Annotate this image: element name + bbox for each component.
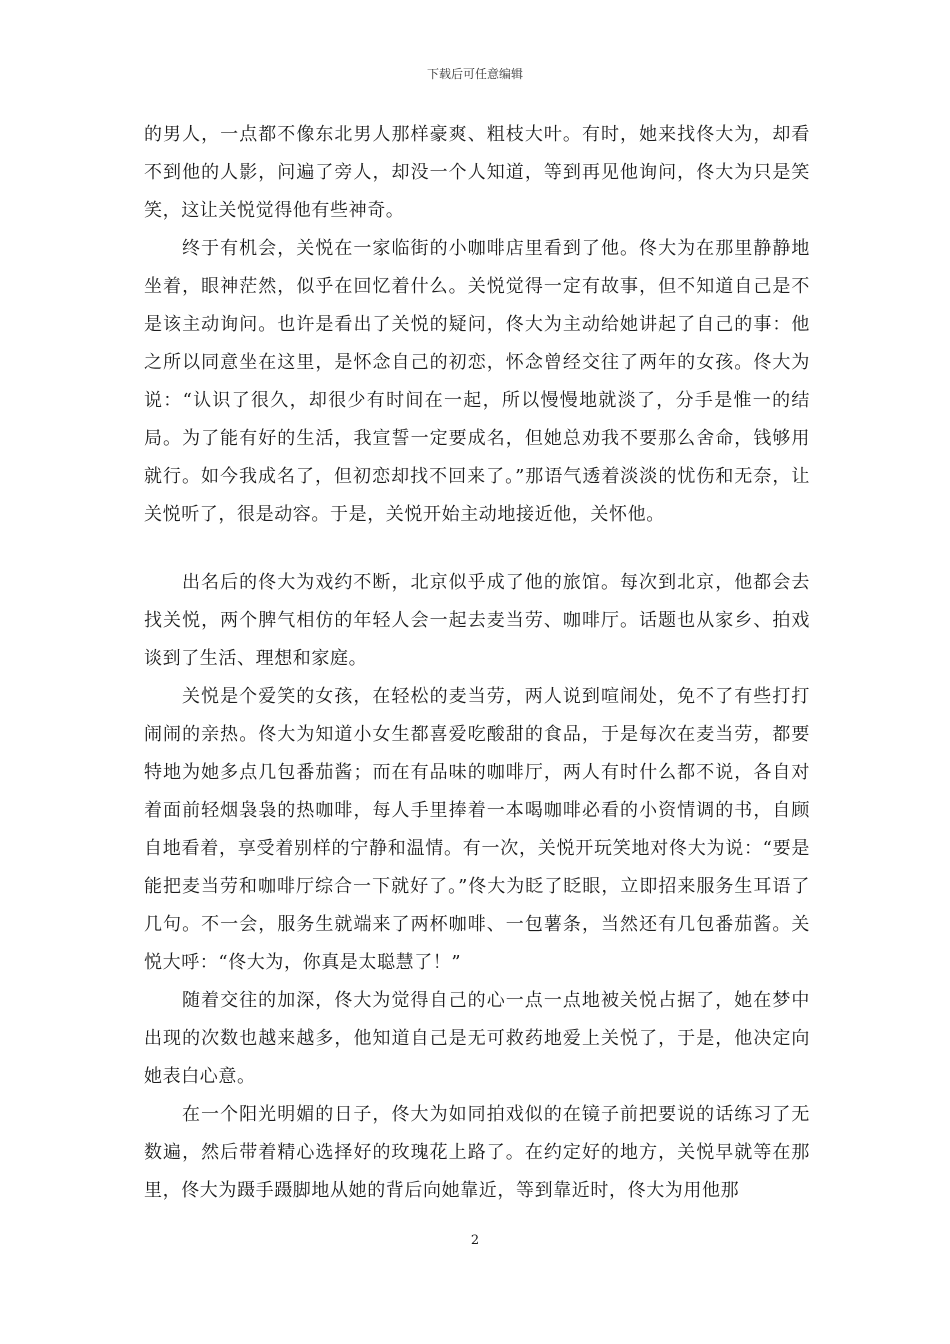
paragraph-4: 关悦是个爱笑的女孩，在轻松的麦当劳，两人说到喧闹处，免不了有些打打闹闹的亲热。佟大为知道小女生都喜爱吃酸甜的食品，于是每次在麦当劳，都要特地为她多点几包番茄酱；而在有品味的咖啡厅，两人有时什么都不说，各自对着面前轻烟袅袅的热咖啡，每人手里捧着一本喝咖啡必看的小资情调的书，自顾自地看着，享受着别样的宁静和温情。有一次，关悦开玩笑地对佟大为说：“要是能把麦当劳和咖啡厅综合一下就好了。”佟大为眨了眨眼，立即招来服务生耳语了几句。不一会，服务生就端来了两杯咖啡、一包薯条，当然还有几包番茄酱。关悦大呼：“佟大为，你真是太聪慧了！”	[144, 686, 810, 973]
paragraph-6: 在一个阳光明媚的日子，佟大为如同拍戏似的在镜子前把要说的话练习了无数遍，然后带着精心选择好的玫瑰花上路了。在约定好的地方，关悦早就等在那里，佟大为蹑手蹑脚地从她的背后向她靠近，等到靠近时，佟大为用他那	[144, 1104, 810, 1201]
paragraph-5: 随着交往的加深，佟大为觉得自己的心一点一点地被关悦占据了，她在梦中出现的次数也越来越多，他知道自己是无可救药地爱上关悦了，于是，他决定向她表白心意。	[144, 990, 810, 1087]
paragraph-1: 的男人，一点都不像东北男人那样豪爽、粗枝大叶。有时，她来找佟大为，却看不到他的人影，问遍了旁人，却没一个人知道，等到再见他询问，佟大为只是笑笑，这让关悦觉得他有些神奇。	[144, 124, 810, 221]
paragraph-2: 终于有机会，关悦在一家临街的小咖啡店里看到了他。佟大为在那里静静地坐着，眼神茫然，似乎在回忆着什么。关悦觉得一定有故事，但不知道自己是不是该主动询问。也许是看出了关悦的疑问，佟大为主动给她讲起了自己的事：他之所以同意坐在这里，是怀念自己的初恋，怀念曾经交往了两年的女孩。佟大为说：“认识了很久，却很少有时间在一起，所以慢慢地就淡了，分手是惟一的结局。为了能有好的生活，我宣誓一定要成名，但她总劝我不要那么舍命，钱够用就行。如今我成名了，但初恋却找不回来了。”那语气透着淡淡的忧伤和无奈，让关悦听了，很是动容。于是，关悦开始主动地接近他，关怀他。	[144, 238, 810, 525]
paragraph-3: 出名后的佟大为戏约不断，北京似乎成了他的旅馆。每次到北京，他都会去找关悦，两个脾气相仿的年轻人会一起去麦当劳、咖啡厅。话题也从家乡、拍戏谈到了生活、理想和家庭。	[144, 572, 810, 669]
document-body	[144, 116, 810, 1210]
page-header: 下载后可任意编辑	[426, 67, 523, 81]
paragraph-gap	[144, 534, 810, 564]
page-number: 2	[470, 1233, 480, 1248]
